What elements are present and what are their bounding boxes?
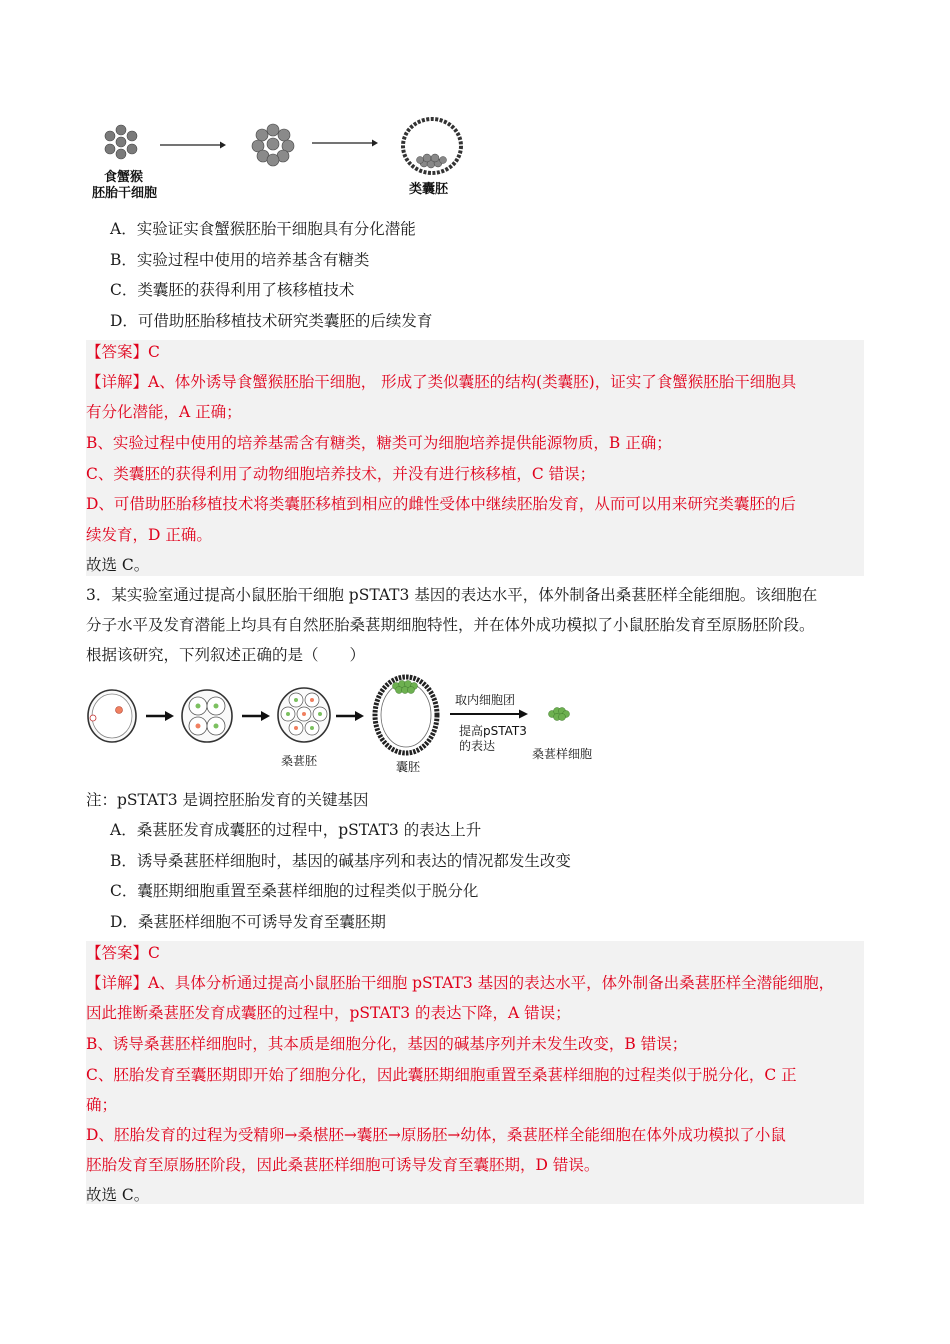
q3-option-b: B．诱导桑葚胚样细胞时，基因的碱基序列和表达的情况都发生改变 — [110, 852, 571, 870]
q2-explanation-line: 【详解】A、体外诱导食蟹猴胚胎干细胞， 形成了类似囊胚的结构(类囊胚)，证实了食蟹猴胚胎干细胞具 — [86, 373, 797, 391]
q3-option-a: A．桑葚胚发育成囊胚的过程中，pSTAT3 的表达上升 — [110, 821, 482, 839]
arrow-1-icon — [160, 140, 226, 150]
q2-explanation-line: C、类囊胚的获得利用了动物细胞培养技术，并没有进行核移植，C 错误； — [86, 465, 596, 483]
arrow-icon — [242, 710, 270, 722]
q3-explanation-line: 【详解】A、具体分析通过提高小鼠胚胎干细胞 pSTAT3 基因的表达水平，体外制备出桑葚胚样全潜能细胞， — [86, 974, 835, 992]
q2-option-a: A．实验证实食蟹猴胚胎干细胞具有分化潜能 — [110, 220, 416, 238]
q3-explanation-line: 胚胎发育至原肠胚阶段，因此桑葚胚样细胞可诱导发育至囊胚期，D 错误。 — [86, 1156, 600, 1174]
q2-option-c: C．类囊胚的获得利用了核移植技术 — [110, 281, 355, 299]
figure1-label-monkey: 食蟹猴 — [104, 170, 144, 185]
long-arrow-icon — [450, 708, 528, 720]
q3-stem-line: 3．某实验室通过提高小鼠胚胎干细胞 pSTAT3 基因的表达水平，体外制备出桑葚胚样全能细胞。该细胞在 — [86, 586, 818, 604]
q2-explanation-line: B、实验过程中使用的培养基需含有糖类，糖类可为细胞培养提供能源物质，B 正确； — [86, 434, 672, 452]
q3-option-d: D．桑葚胚样细胞不可诱导发育至囊胚期 — [110, 913, 386, 931]
q3-option-c: C．囊胚期细胞重置至桑葚样细胞的过程类似于脱分化 — [110, 882, 479, 900]
q2-conclusion: 故选 C。 — [86, 556, 150, 574]
cleavage-embryo-image — [180, 688, 234, 744]
result-label: 桑葚样细胞 — [532, 747, 593, 761]
figure1-label-esc: 胚胎干细胞 — [92, 186, 158, 201]
figure1-label-blastoid: 类囊胚 — [409, 182, 449, 197]
morula-label: 桑葚胚 — [281, 754, 318, 768]
q3-explanation-line: B、诱导桑葚胚样细胞时，其本质是细胞分化，基因的碱基序列并未发生改变，B 错误； — [86, 1035, 688, 1053]
q3-stem-line: 根据该研究，下列叙述正确的是（ ） — [86, 646, 366, 664]
q3-note: 注：pSTAT3 是调控胚胎发育的关键基因 — [86, 791, 369, 809]
q2-explanation-line: D、可借助胚胎移植技术将类囊胚移植到相应的雌性受体中继续胚胎发育，从而可以用来研究类囊胚的后 — [86, 495, 796, 513]
arrow-icon — [146, 710, 174, 722]
q2-explanation-line: 有分化潜能，A 正确； — [86, 403, 242, 421]
q2-option-b: B．实验过程中使用的培养基含有糖类 — [110, 251, 370, 269]
q3-explanation-line: D、胚胎发育的过程为受精卵→桑椹胚→囊胚→原肠胚→幼体，桑葚胚样全能细胞在体外成功模拟了小鼠 — [86, 1126, 786, 1144]
esc-cluster-image — [100, 122, 142, 162]
zygote-image — [86, 688, 138, 744]
q3-explanation-line: 因此推断桑葚胚发育成囊胚的过程中，pSTAT3 的表达下降，A 错误； — [86, 1004, 571, 1022]
arrow-2-icon — [312, 138, 378, 148]
blastoid-image — [400, 116, 464, 176]
q3-answer: 【答案】C — [86, 944, 160, 962]
morula-like-cells-image — [547, 706, 571, 722]
q2-answer: 【答案】C — [86, 343, 160, 361]
q2-explanation-line: 续发育，D 正确。 — [86, 526, 212, 544]
q3-explanation-line: C、胚胎发育至囊胚期即开始了细胞分化，因此囊胚期细胞重置至桑葚样细胞的过程类似于脱分化，C 正 — [86, 1066, 797, 1084]
q3-stem-line: 分子水平及发育潜能上均具有自然胚胎桑葚期细胞特性，并在体外成功模拟了小鼠胚胎发育至原肠胚阶段。 — [86, 616, 815, 634]
q3-explanation-line: 确； — [86, 1096, 118, 1114]
q2-option-d: D．可借助胚胎移植技术研究类囊胚的后续发育 — [110, 312, 433, 330]
arrow-label-top: 取内细胞团 — [455, 693, 516, 707]
q3-conclusion: 故选 C。 — [86, 1186, 150, 1204]
arrow-icon — [336, 710, 364, 722]
arrow-label-bottom-2: 的表达 — [459, 739, 496, 753]
cell-aggregate-image — [250, 122, 296, 168]
arrow-label-bottom-1: 提高pSTAT3 — [459, 724, 527, 738]
morula-image — [276, 686, 332, 744]
blastocyst-label: 囊胚 — [396, 760, 421, 774]
blastocyst-image — [372, 674, 440, 756]
